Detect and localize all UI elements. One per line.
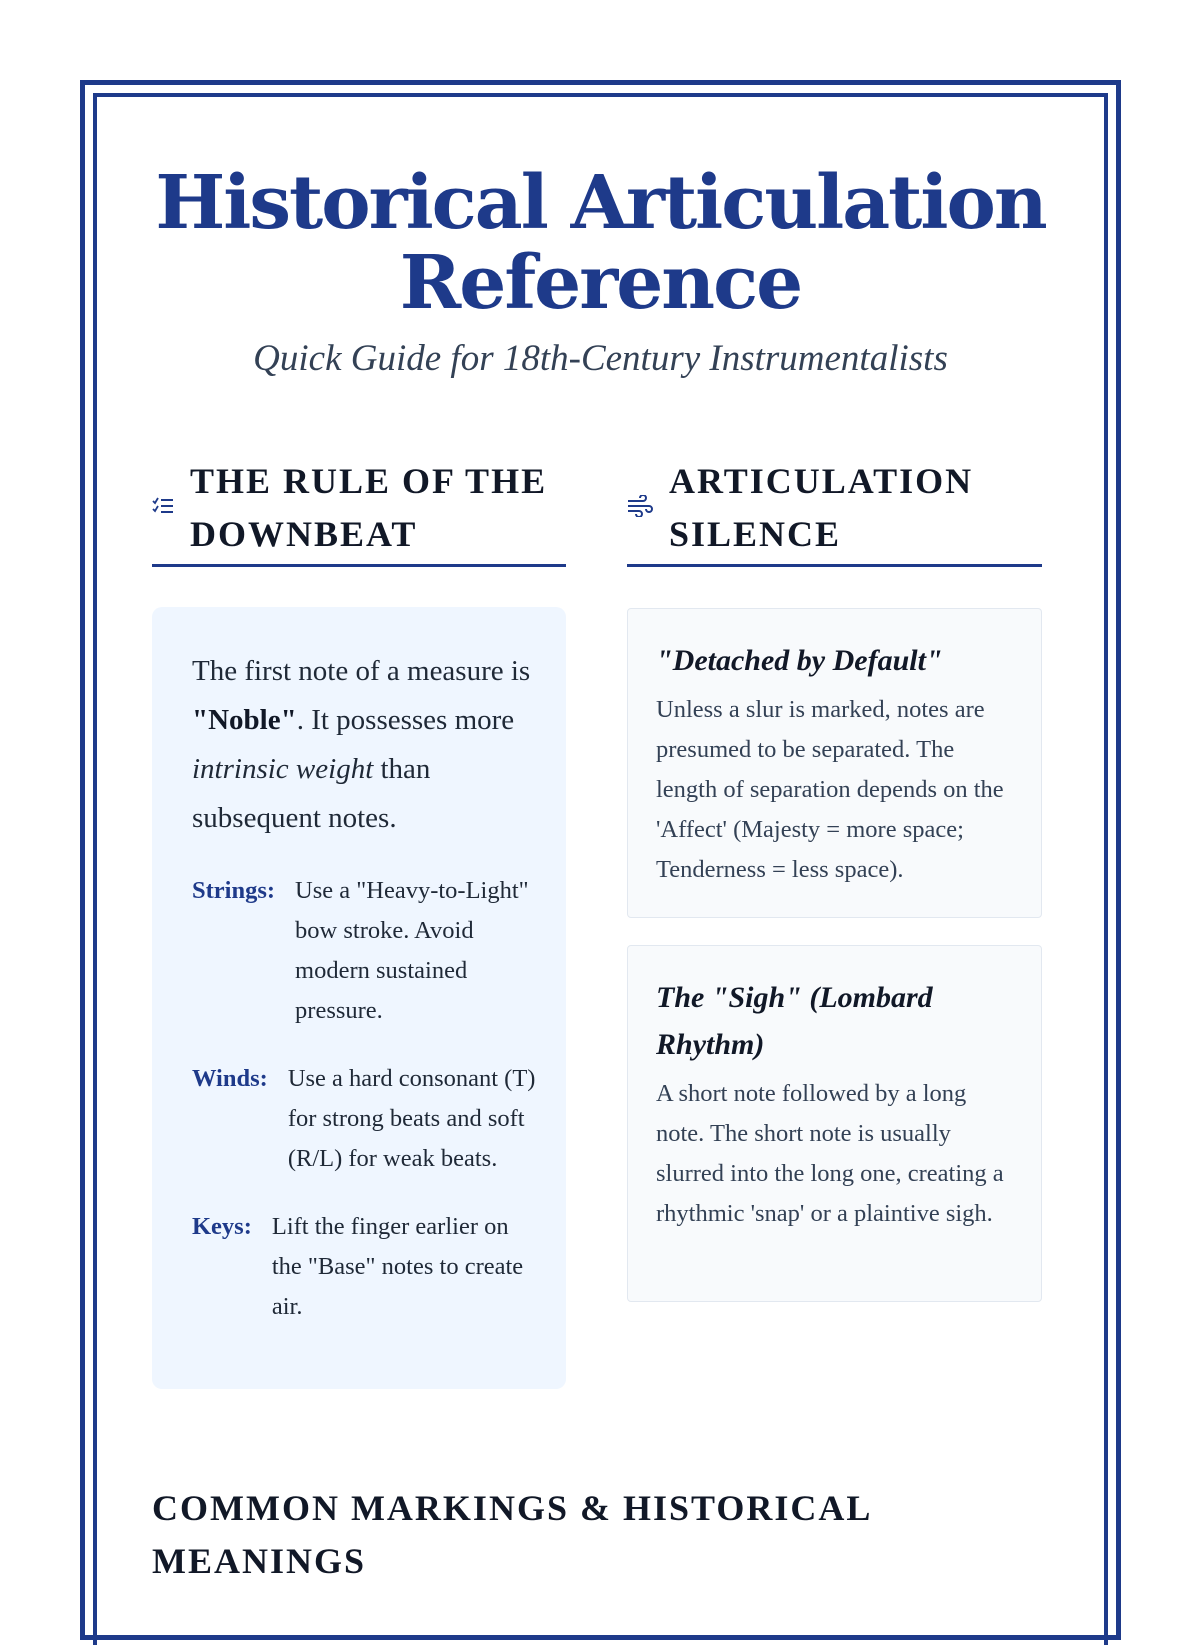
card-title: The "Sigh" (Lombard Rhythm) xyxy=(656,981,933,1061)
card-detached-by-default xyxy=(627,608,1042,918)
markings-section-heading: COMMON MARKINGS & HISTORICAL MEANINGS xyxy=(152,1488,871,1581)
rule-label: Keys: xyxy=(192,1213,252,1240)
intro-text-3: than subsequent notes. xyxy=(192,753,431,834)
wind-icon xyxy=(627,495,669,522)
rule-item-strings xyxy=(192,871,536,1031)
rule-item-winds xyxy=(192,1059,536,1179)
page-subtitle: Quick Guide for 18th-Century Instrumentalists xyxy=(253,338,948,379)
downbeat-intro xyxy=(192,647,536,843)
card-title: "Detached by Default" xyxy=(656,644,943,677)
rule-item-keys xyxy=(192,1207,536,1327)
intro-noble: "Noble" xyxy=(192,704,297,736)
rule-label: Strings: xyxy=(192,877,276,904)
rule-text: Use a hard consonant (T) for strong beats and soft (R/L) for weak beats. xyxy=(287,1065,536,1172)
downbeat-section-heading xyxy=(152,452,566,567)
rule-text: Use a "Heavy-to-Light" bow stroke. Avoid modern sustained pressure. xyxy=(295,877,529,1024)
card-body: A short note followed by a long note. The short note is usually slurred into the long one, creating a rhythmic 'snap' or a plaintive sigh. xyxy=(656,1080,1004,1227)
card-lombard-rhythm xyxy=(627,945,1042,1302)
rule-text: Lift the finger earlier on the "Base" notes to create air. xyxy=(271,1213,524,1320)
silence-section-heading xyxy=(627,452,1042,567)
intro-text-2: . It possesses more xyxy=(296,704,515,736)
downbeat-heading-text: THE RULE OF THE DOWNBEAT xyxy=(190,461,548,554)
document-frame xyxy=(80,80,1121,1640)
silence-heading-text: ARTICULATION SILENCE xyxy=(669,461,974,554)
intro-emphasis: intrinsic weight xyxy=(192,753,374,785)
list-check-icon xyxy=(152,496,190,521)
rule-label: Winds: xyxy=(192,1065,268,1092)
intro-text-1: The first note of a measure is xyxy=(192,655,531,687)
downbeat-panel xyxy=(152,607,566,1389)
page-title: Historical Articulation Reference xyxy=(155,160,1046,326)
card-body: Unless a slur is marked, notes are presumed to be separated. The length of separation depends on the 'Affect' (Majesty = more space; Tenderness = less space). xyxy=(656,696,1004,883)
document-inner-frame xyxy=(93,93,1108,1645)
